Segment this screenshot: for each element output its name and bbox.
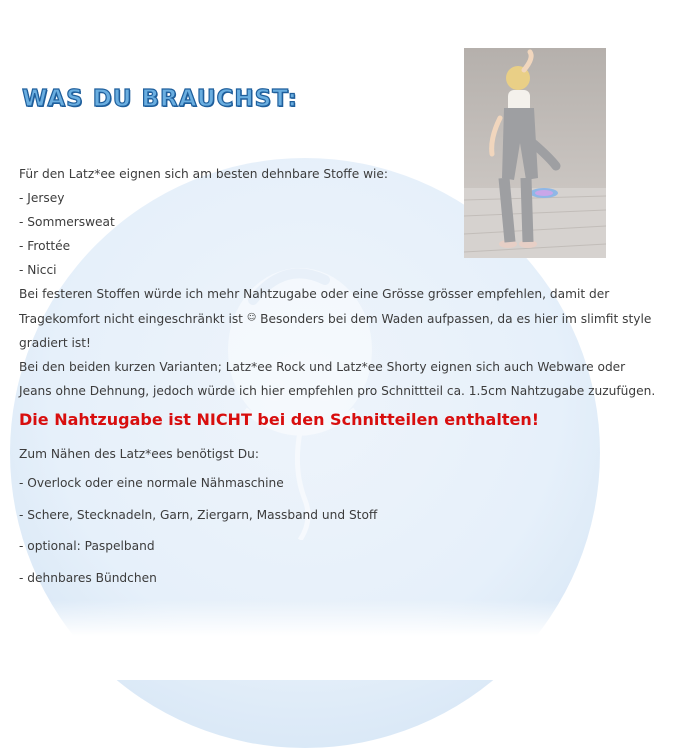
content-body bbox=[19, 162, 659, 594]
paragraph-short-variants: Bei den beiden kurzen Varianten; Latz*ee Rock und Latz*ee Shorty eignen sich auch Webware oder Jeans ohne Dehnung, jedoch würde ich hier empfehlen pro Schnittteil ca. 1.5cm Nahtzugabe zuzufügen. bbox=[19, 360, 656, 398]
paragraph-firm-fabrics bbox=[19, 282, 659, 355]
list-item: - Frottée bbox=[19, 239, 71, 253]
list-item: - Schere, Stecknadeln, Garn, Ziergarn, Massband und Stoff bbox=[19, 507, 378, 522]
list-item: - Sommersweat bbox=[19, 215, 115, 229]
list-item: - Overlock oder eine normale Nähmaschine bbox=[19, 476, 284, 490]
list-item: - Jersey bbox=[19, 191, 65, 205]
list-item: - dehnbares Bündchen bbox=[19, 570, 157, 585]
needs-list bbox=[19, 468, 659, 594]
paragraph-text: Besonders bei dem Waden aufpassen, da es hier im slimfit style gradiert ist! bbox=[19, 312, 652, 350]
warning-text: Die Nahtzugabe ist NICHT bei den Schnitteilen enthalten! bbox=[19, 410, 540, 429]
intro-text: Für den Latz*ee eignen sich am besten dehnbare Stoffe wie: bbox=[19, 167, 389, 181]
section-title: WAS DU BRAUCHST: bbox=[22, 86, 298, 112]
smiley-icon: ☺ bbox=[246, 313, 257, 323]
needs-intro: Zum Nähen des Latz*ees benötigst Du: bbox=[19, 447, 259, 461]
watermark-fade bbox=[0, 600, 680, 680]
paragraph-text: Bei festeren Stoffen würde ich mehr Nahtzugabe oder eine Grösse grösser empfehlen, damit der Tragekomfort nicht eingeschränkt ist bbox=[19, 287, 610, 326]
list-item: - Nicci bbox=[19, 263, 57, 277]
list-item: - optional: Paspelband bbox=[19, 539, 155, 553]
fabric-list bbox=[19, 186, 659, 282]
